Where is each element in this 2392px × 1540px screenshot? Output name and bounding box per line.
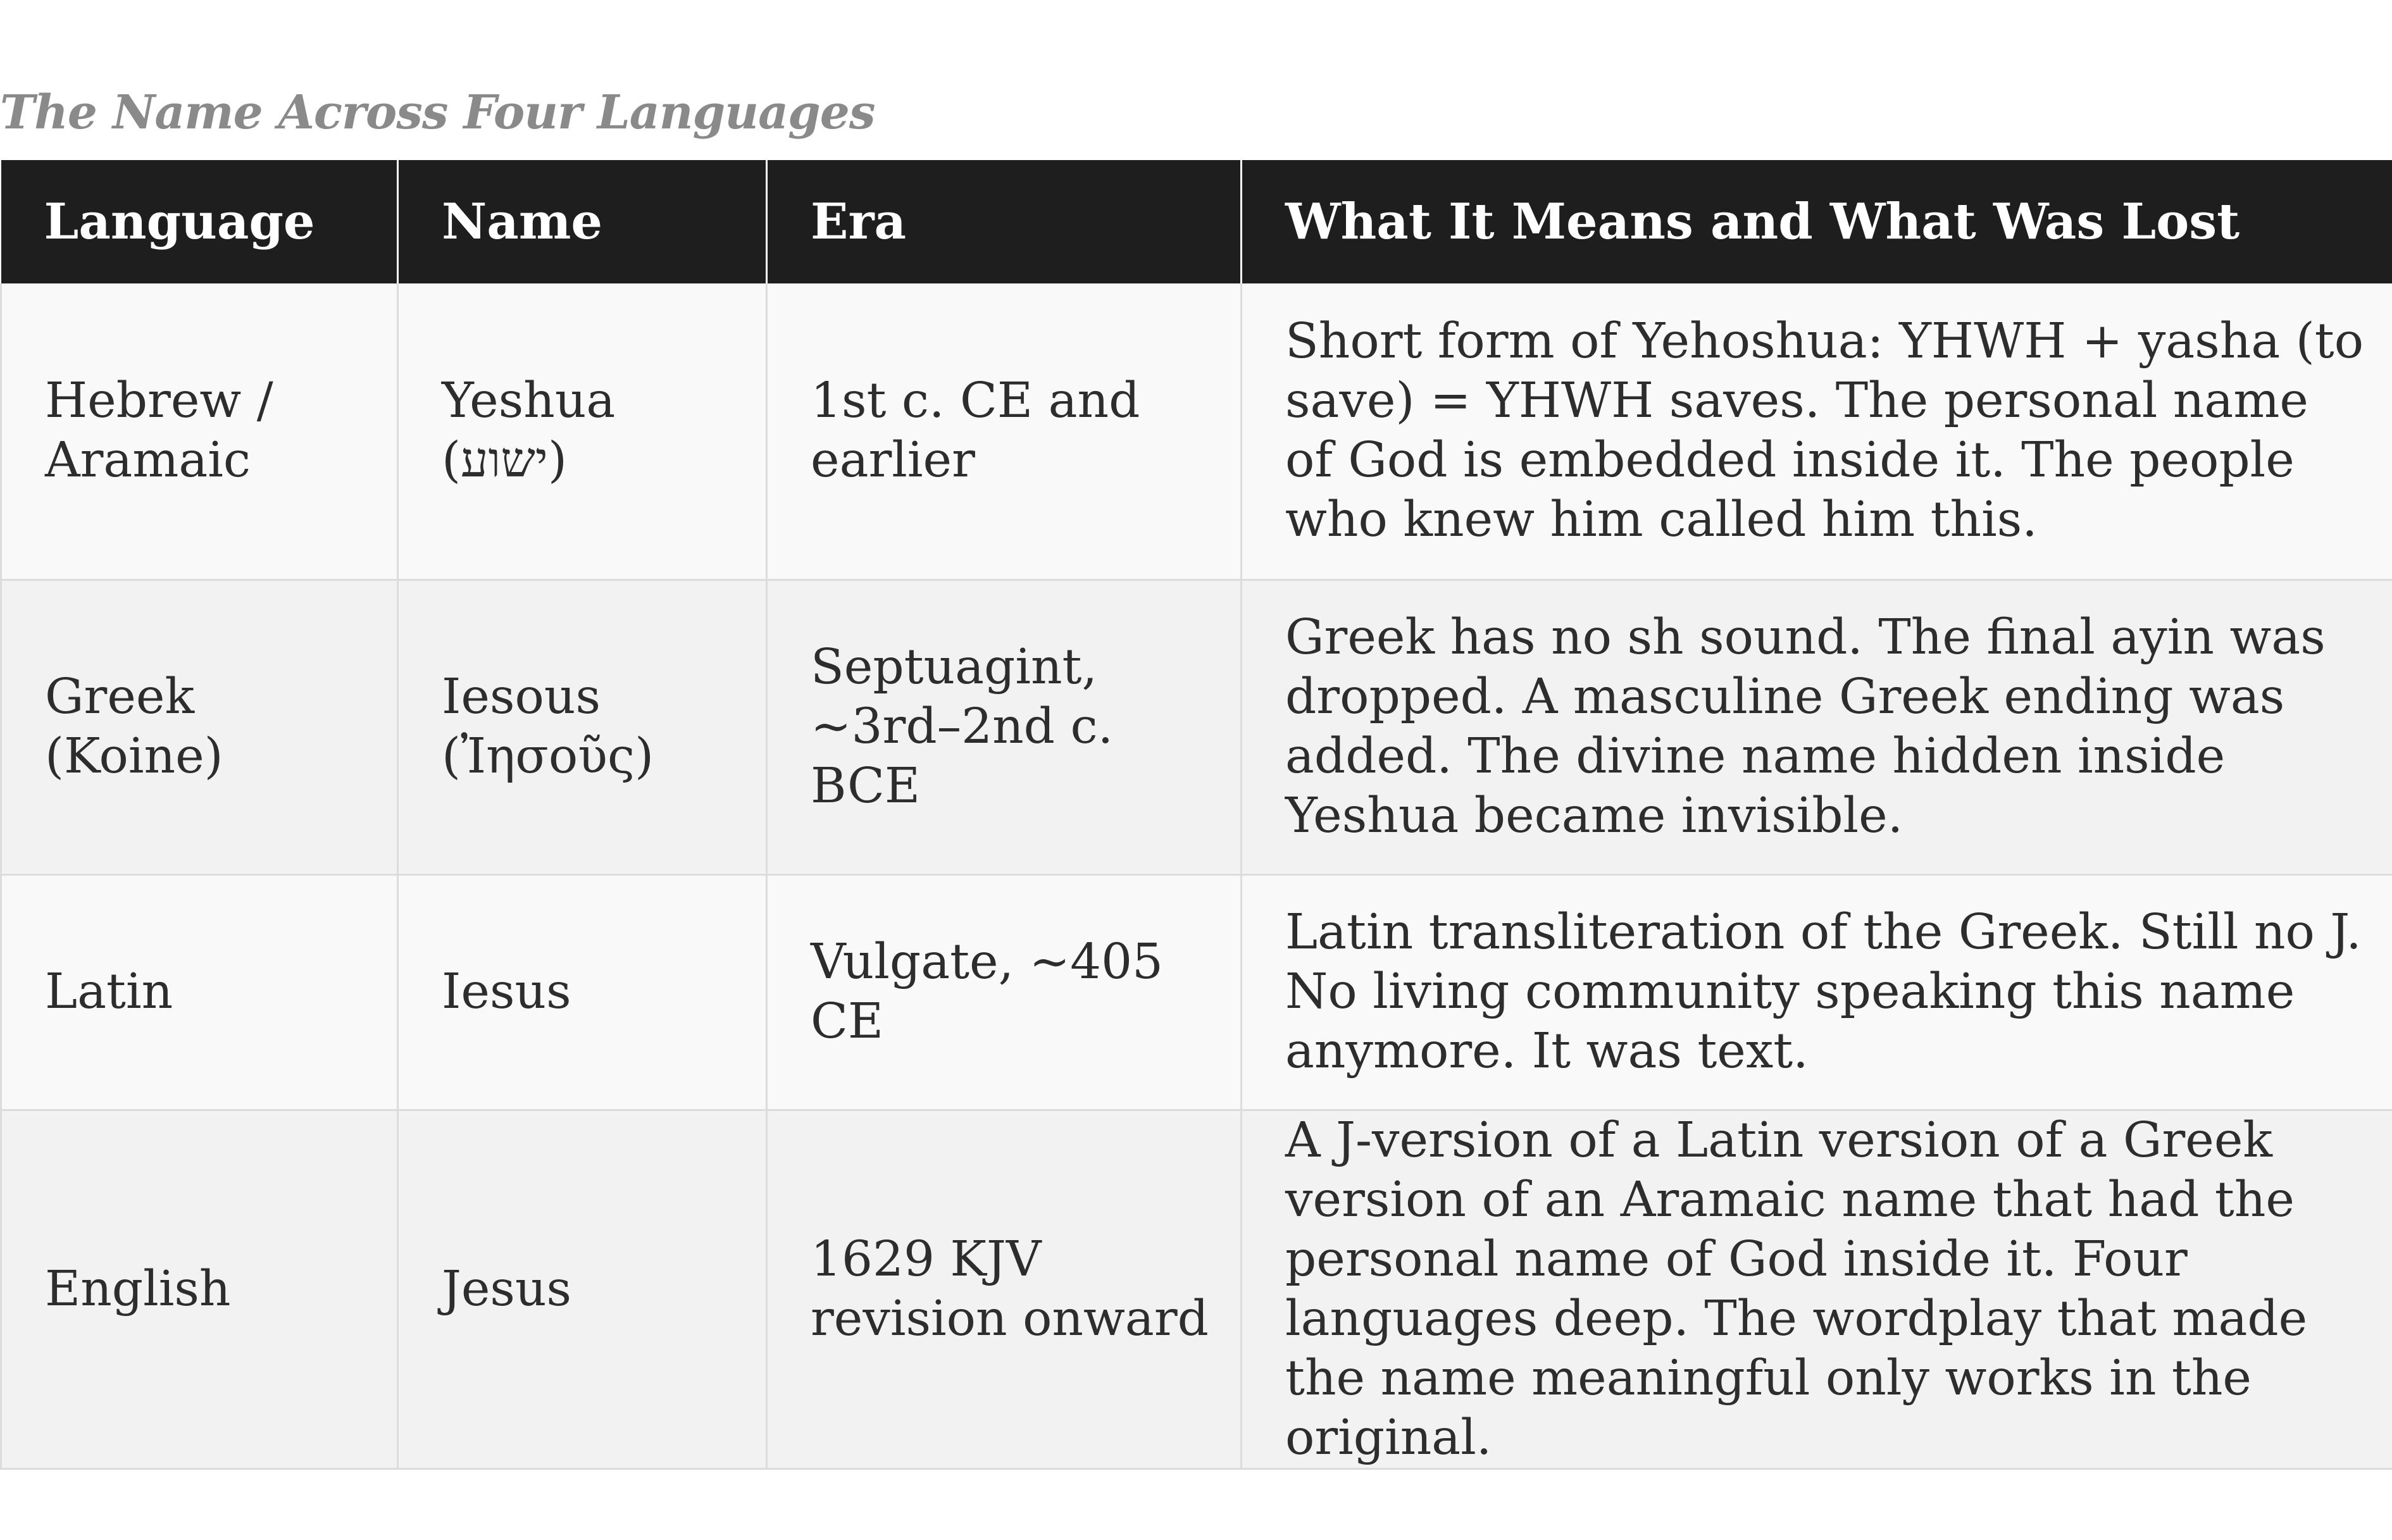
cell-meaning: Short form of Yehoshua: YHWH + yasha (to save) = YHWH saves. The personal name of God is embedded inside it. The people who knew him called him this.	[1242, 283, 2392, 580]
cell-meaning: A J-version of a Latin version of a Greek version of an Aramaic name that had the personal name of God inside it. Four languages deep. The wordplay that made the name meaningful only works in the original.	[1242, 1110, 2392, 1469]
cell-meaning: Greek has no sh sound. The final ayin was dropped. A masculine Greek ending was added. The divine name hidden inside Yeshua became invisible.	[1242, 580, 2392, 874]
cell-language: Greek (Koine)	[1, 580, 398, 874]
cell-era: Septuagint, ~3rd–2nd c. BCE	[767, 580, 1242, 874]
table-row	[1, 1110, 2392, 1469]
cell-language: Hebrew / Aramaic	[1, 283, 398, 580]
table-row	[1, 580, 2392, 874]
cell-era: 1st c. CE and earlier	[767, 283, 1242, 580]
cell-language: Latin	[1, 874, 398, 1110]
header-era: Era	[767, 160, 1242, 283]
cell-name: Jesus	[398, 1110, 767, 1469]
cell-meaning: Latin transliteration of the Greek. Still no J. No living community speaking this name anymore. It was text.	[1242, 874, 2392, 1110]
table-row	[1, 874, 2392, 1110]
header-name: Name	[398, 160, 767, 283]
cell-language: English	[1, 1110, 398, 1469]
cell-era: 1629 KJV revision onward	[767, 1110, 1242, 1469]
cell-name: Yeshua (ישוע)	[398, 283, 767, 580]
table-header-row	[1, 160, 2392, 283]
header-meaning: What It Means and What Was Lost	[1242, 160, 2392, 283]
table-caption: The Name Across Four Languages	[0, 85, 875, 140]
table-row	[1, 283, 2392, 580]
names-table	[0, 160, 2392, 1470]
header-language: Language	[1, 160, 398, 283]
cell-name: Iesous (Ἰησοῦς)	[398, 580, 767, 874]
cell-name: Iesus	[398, 874, 767, 1110]
cell-era: Vulgate, ~405 CE	[767, 874, 1242, 1110]
